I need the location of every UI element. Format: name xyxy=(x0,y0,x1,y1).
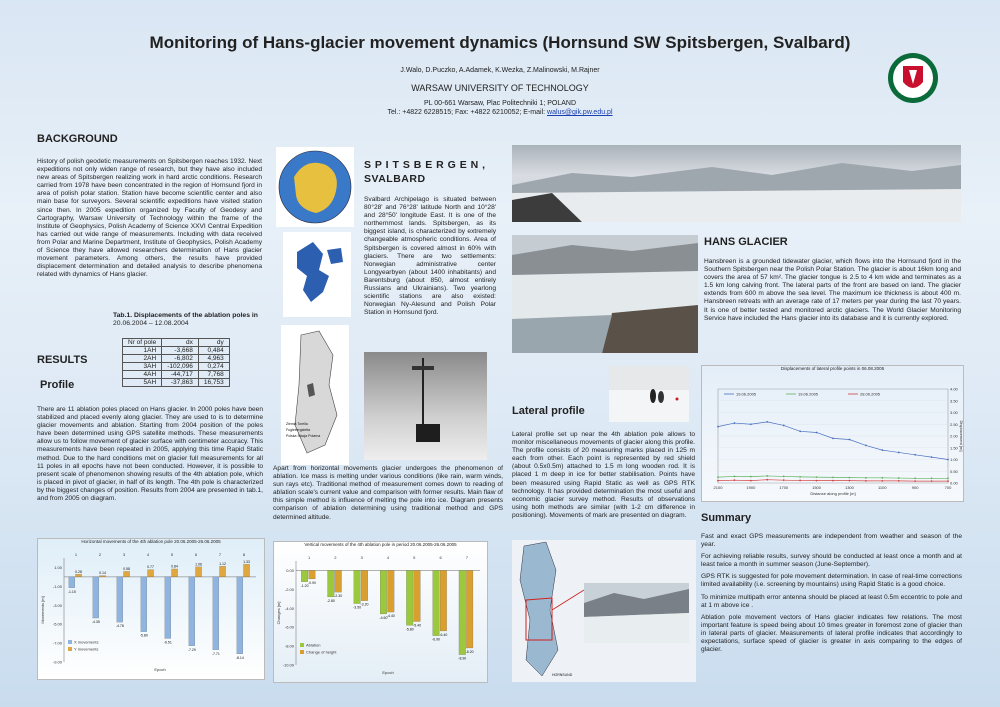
legend-label: 19.06.2005 xyxy=(736,391,757,397)
bar xyxy=(141,577,147,632)
bar xyxy=(387,570,394,612)
table-cell: 2AH xyxy=(123,355,162,363)
legend-swatch xyxy=(300,650,304,654)
table-cell: -44,717 xyxy=(162,371,199,379)
chart-title: Horizontal movements of the 4th ablation pole 20.06.2005-26.06.2005 xyxy=(81,539,221,544)
table-row xyxy=(123,355,230,363)
bar xyxy=(76,574,82,577)
y-tick-label: -6.00 xyxy=(284,624,294,630)
bar xyxy=(414,570,421,621)
lateral-heading: Lateral profile xyxy=(512,405,585,417)
legend-label: Ablation xyxy=(306,642,321,648)
x-tick-label: 1100 xyxy=(877,485,887,490)
y-tick-label: 0.50 xyxy=(950,468,958,474)
bar xyxy=(196,567,202,577)
data-point xyxy=(898,477,900,479)
data-label: -7.29 xyxy=(187,647,196,652)
data-point xyxy=(799,476,801,478)
data-point xyxy=(799,430,801,432)
data-label: 0.77 xyxy=(147,565,154,570)
data-label: 0.84 xyxy=(171,564,178,569)
data-point xyxy=(783,476,785,478)
data-point xyxy=(750,480,752,482)
data-label: -5.80 xyxy=(405,627,414,632)
data-label: 1.12 xyxy=(219,561,226,566)
data-label: -3.50 xyxy=(353,605,362,610)
category-label: 1 xyxy=(74,552,78,557)
category-label: 1 xyxy=(308,555,311,560)
table-header: dy xyxy=(198,339,229,347)
y-tick-label: -9.00 xyxy=(52,659,62,665)
bar xyxy=(380,570,387,613)
y-tick-label: -1.00 xyxy=(52,583,62,589)
table-cell: 1AH xyxy=(123,347,162,355)
svalbard-map-image xyxy=(283,232,351,317)
spitsbergen-heading xyxy=(364,158,486,186)
ablation-text: Apart from horizontal movements glacier undergoes the phenomenon of ablation. Ice mass is melting under various conditions (like rain, warm winds, sun rays etc). Traditional method of measurement comes down to reading of ablation scale's current value and comparison with former results. Main flaw of this simple method is influence of melting the pole into ice. Diagram presents comparison of ablation determining using traditional method and GPS determined altitude. xyxy=(273,465,503,521)
y-tick-label: 2.50 xyxy=(950,421,958,427)
bar xyxy=(466,570,473,648)
data-point xyxy=(947,477,949,479)
address-block xyxy=(0,99,1000,117)
hans-text: Hansbreen is a grounded tidewater glacier, which flows into the Hornsund fjord in the Southern Spitsbergen near the Polish Polar Station. The glacier is about 16km long and covers the area of 57 km². The glacier tongue is 2.5 to 4 km wide and terminates as a 1.5 km long calving front. The lateral parts of the front are based on land. The glacier extends from 600 m above the sea level. The maximum ice thickness is about 400 m. Hansbreen retreats with an average rate of 17 meters per year during the last 70 years. It is one of better tested and monitored arctic glaciers. The World Glacier Monitoring Service have included the Hans glacier into its database and it is currently explored. xyxy=(704,258,961,322)
data-label: 1.33 xyxy=(243,559,250,564)
data-label: -4.35 xyxy=(91,620,100,625)
x-axis-label: Epoch xyxy=(382,670,394,675)
data-label: 0.14 xyxy=(99,571,106,576)
data-label: 0.58 xyxy=(123,566,130,571)
bar xyxy=(100,576,106,577)
data-point xyxy=(799,480,801,482)
y-tick-label: 1.00 xyxy=(54,564,62,570)
table-cell: 7,768 xyxy=(198,371,229,379)
gps-pole-photo xyxy=(364,352,487,460)
data-label: -4.78 xyxy=(115,624,124,629)
bar xyxy=(220,566,226,577)
table-row xyxy=(123,371,230,379)
data-label: -3.20 xyxy=(360,602,369,607)
y-tick-label: 1.50 xyxy=(950,445,958,451)
bar xyxy=(69,577,75,588)
category-label: 5 xyxy=(413,555,416,560)
chart-vertical-movements xyxy=(273,541,488,683)
data-point xyxy=(849,477,851,479)
table-cell: 4,963 xyxy=(198,355,229,363)
bar xyxy=(244,564,250,577)
legend-swatch xyxy=(68,647,72,651)
bar xyxy=(93,577,99,618)
hans-heading: HANS GLACIER xyxy=(704,236,788,248)
data-point xyxy=(816,476,818,478)
bar xyxy=(213,577,219,650)
data-label: -8.14 xyxy=(235,655,244,660)
data-point xyxy=(832,476,834,478)
university-logo xyxy=(887,52,939,104)
chart-title: Displacements of lateral profile points in 06.08.2005 xyxy=(780,366,885,371)
y-axis-label: Changes [m] xyxy=(276,601,281,625)
y-tick-label: -4.00 xyxy=(284,605,294,611)
spitsbergen-heading-line1: S P I T S B E R G E N , xyxy=(364,159,486,171)
data-point xyxy=(865,480,867,482)
arctic-globe-image xyxy=(276,147,354,227)
y-tick-label: 2.00 xyxy=(950,433,958,439)
table-cell: 3AH xyxy=(123,363,162,371)
y-tick-label: -7.00 xyxy=(52,640,62,646)
table-header: dx xyxy=(162,339,199,347)
series-line xyxy=(718,422,948,460)
y-tick-label: 3.00 xyxy=(950,410,958,415)
x-tick-label: 2100 xyxy=(713,485,723,490)
data-point xyxy=(881,449,883,451)
y-axis-label: Displacement [m] xyxy=(959,420,964,452)
data-label: -6.51 xyxy=(163,640,172,645)
data-point xyxy=(947,480,949,482)
y-tick-label: -8.00 xyxy=(284,643,294,649)
data-point xyxy=(717,480,719,482)
data-label: 0.28 xyxy=(75,569,82,574)
data-point xyxy=(832,480,834,482)
data-point xyxy=(881,477,883,479)
x-tick-label: 900 xyxy=(911,485,919,490)
chart-title: Vertical movements of the 4th ablation pole in period 20.06.2005-26.06.2005 xyxy=(304,542,457,547)
data-point xyxy=(865,477,867,479)
category-label: 4 xyxy=(386,555,390,560)
bar xyxy=(237,577,243,654)
table-cell: -37,863 xyxy=(162,379,199,387)
bar xyxy=(433,570,440,635)
data-label: -6.90 xyxy=(432,637,440,642)
hornsund-panorama-photo xyxy=(512,145,961,222)
data-label: -5.40 xyxy=(413,623,422,628)
data-point xyxy=(783,479,785,481)
data-point xyxy=(734,476,736,478)
category-label: 5 xyxy=(170,552,174,557)
table-cell: 16,753 xyxy=(198,379,229,387)
category-label: 7 xyxy=(465,555,468,560)
background-heading: BACKGROUND xyxy=(37,133,118,145)
bar xyxy=(309,570,316,579)
bar xyxy=(189,577,195,646)
lateral-profile-photo xyxy=(584,583,689,643)
x-tick-label: 1300 xyxy=(844,485,854,490)
bar xyxy=(354,570,361,603)
bar xyxy=(335,570,342,592)
table-row xyxy=(123,363,230,371)
university: WARSAW UNIVERSITY OF TECHNOLOGY xyxy=(411,83,589,93)
chart3-svg xyxy=(702,371,963,498)
bar xyxy=(172,569,178,577)
table-row xyxy=(123,379,230,387)
email-link[interactable]: walus@gik.pw.edu.pl xyxy=(547,109,613,116)
data-label: -6.40 xyxy=(439,632,448,637)
bar xyxy=(301,570,308,581)
lateral-text: Lateral profile set up near the 4th ablation pole allows to monitor miscellaneous movements of glacier along this profile. The profile consists of 20 measuring marks placed in 125 m each from other. Each point is represented by red shield (about 0.5x0.5m) attached to 1.5 m long wooden rod. It is placed 1 m deep in ice for better stabilisation. Points have been measured using Rapid Static as well as GPS RTK technology. It has provided determination the most useful and economic glacier survey method. Results of observations using both methods are similar (with 1-2 cm difference in positioning). Movements of mark are presented on diagram. xyxy=(512,431,695,519)
data-point xyxy=(914,477,916,479)
spitsbergen-text: Svalbard Archipelago is situated between 80°28' and 76°28' latitude North and 10°28' and 28°50' longitude East. It is one of the northernmost lands. Spitsbergen, as its biggest island, is characterized by extremely changeable atmospheric conditions. Area of Spitsbergen is covered almost in 60% with glaciers. There are two settlements: Norwegian administrative center Longyearbyen (about 1400 inhabitants) and Barentsburg (about 850, almost entirely Russians and Ukrainians). Two yearlong scientific stations are also existed: Norwegian Ny-Alesund and Polish Polar Station in Hornsund fjord. xyxy=(364,196,496,317)
summary-heading: Summary xyxy=(701,512,752,524)
map-label: HORNSUND xyxy=(552,673,573,677)
data-label: -4.60 xyxy=(379,615,388,620)
data-label: -5.80 xyxy=(139,633,148,638)
y-tick-label: -10.00 xyxy=(282,662,294,668)
data-label: -1.15 xyxy=(67,589,76,594)
data-label: 1.06 xyxy=(195,562,202,567)
ablation-table xyxy=(122,338,230,387)
data-label: -1.20 xyxy=(300,583,309,588)
profile-heading: Profile xyxy=(40,379,75,391)
category-label: 8 xyxy=(242,552,246,557)
data-point xyxy=(717,426,719,428)
data-point xyxy=(750,423,752,425)
summary-item: Fast and exact GPS measurements are independent from weather and season of the year. xyxy=(701,533,962,549)
bar xyxy=(148,570,154,577)
y-tick-label: -5.00 xyxy=(52,621,62,627)
y-tick-label: 1.00 xyxy=(950,457,958,462)
summary-list xyxy=(701,533,962,654)
data-point xyxy=(931,477,933,479)
data-point xyxy=(734,479,736,481)
y-tick-label: 3.50 xyxy=(950,398,958,404)
data-point xyxy=(898,452,900,454)
data-point xyxy=(750,476,752,478)
map-label: Ziemia Torella xyxy=(286,422,308,426)
bar xyxy=(361,570,368,600)
map-label: Fuglebergsletta xyxy=(286,428,311,432)
table-cell: -6,802 xyxy=(162,355,199,363)
surveyors-photo xyxy=(609,366,689,422)
table-period: 20.06.2004 – 12.08.2004 xyxy=(113,320,189,327)
y-tick-label: -3.00 xyxy=(52,602,62,608)
data-point xyxy=(865,445,867,447)
data-point xyxy=(717,476,719,478)
data-point xyxy=(931,480,933,482)
chart-horizontal-movements xyxy=(37,538,265,680)
chart2-svg xyxy=(274,547,487,679)
data-point xyxy=(734,422,736,424)
data-label: -2.80 xyxy=(326,598,335,603)
data-point xyxy=(816,480,818,482)
table-row xyxy=(123,347,230,355)
x-tick-label: 1700 xyxy=(779,485,789,490)
bar xyxy=(165,577,171,639)
background-text: History of polish geodetic measurements on Spitsbergen reaches 1932. Next expeditions not only widen range of research, but they have also included new areas of Spitsbergen realizing work in hard arctic conditions. Research carried from 1978 have been concentrated in the region of Hornsund fjord in area of polish polar station. Station have become scientific center and also main base for surveyors. Several scientific expeditions have visited station since then. In 2005 expedition organized by Faculty of Geodesy and Cartography, Warsaw University of Technology within the frame of the Institute of Geophysics, Polish Academy of Science XXVI Central Expedition has carried out wide range of measurements. Including with data received from Polar and Marine Department, Institute of Geophysics, Polish Academy of Science they have allowed researchers determination of Hans glacier movement parameters. Among others, the results have provided displacement determination and detailed analysis to describe phenomena related with dynamics of Hans glacier. xyxy=(37,158,262,279)
x-tick-label: 1900 xyxy=(746,485,756,490)
data-point xyxy=(766,475,768,477)
spitsbergen-heading-line2: SVALBARD xyxy=(364,173,426,185)
category-label: 3 xyxy=(122,552,126,557)
results-heading: RESULTS xyxy=(37,354,88,366)
legend-label: 28.06.2005 xyxy=(860,391,881,397)
spitsbergen-detail-map xyxy=(281,325,349,465)
data-label: -4.40 xyxy=(386,614,395,619)
results-text: There are 11 ablation poles placed on Hans glacier. In 2000 poles have been stabilized and placed evenly along glacier. They are used to is to determine glacier movements and ablation. Starting from 2004 position of the poles have been determined using GPS satellite methods. These measurements allow us to follow movement of glacier surface with centimeter accuracy. This measurements have been repeated in 2005, applying this time Rapid Static method. Due to the hard conditions met on glacier full measurements for all 11 poles in all epochs have not been conducted. However, it is possible to present scale of phenomenon showing results of the 4th ablation pole, which is placed in pivot of glacier, in half of its length. The 4th pole is characterized by the biggest changes of position. Results from 2004 are presented in tab.1, and from 2005 on diagram. xyxy=(37,406,263,503)
x-axis-label: Distance along profile [m] xyxy=(810,491,856,496)
table-cell: 0,274 xyxy=(198,363,229,371)
chart-lateral-profile xyxy=(701,365,964,502)
data-label: -7.71 xyxy=(211,651,220,656)
legend-swatch xyxy=(300,643,304,647)
data-point xyxy=(914,480,916,482)
data-label: -0.90 xyxy=(307,580,316,585)
data-label: -8.20 xyxy=(465,649,474,654)
category-label: 2 xyxy=(334,555,337,560)
table-caption xyxy=(113,312,273,328)
contact-text: Tel.: +4822 6228515; Fax: +4822 6210052; E-mail: xyxy=(387,109,548,116)
data-point xyxy=(832,437,834,439)
legend-label: 19.06.2005 xyxy=(798,391,819,397)
category-label: 3 xyxy=(360,555,363,560)
bar xyxy=(328,570,335,596)
bar xyxy=(117,577,123,622)
x-tick-label: 1500 xyxy=(812,485,822,490)
summary-item: For achieving reliable results, survey should be conducted at least once a month and at least twice a month in summer season (June-September). xyxy=(701,553,962,569)
table-cell: 5AH xyxy=(123,379,162,387)
bar xyxy=(440,570,447,631)
category-label: 6 xyxy=(439,555,442,560)
poster-title: Monitoring of Hans-glacier movement dynamics (Hornsund SW Spitsbergen, Svalbard) xyxy=(149,33,851,52)
data-point xyxy=(849,480,851,482)
y-tick-label: -2.00 xyxy=(284,586,294,592)
data-point xyxy=(898,480,900,482)
chart1-svg xyxy=(38,544,264,676)
table-cell: -3,668 xyxy=(162,347,199,355)
legend-label: Change of height xyxy=(306,649,337,655)
category-label: 7 xyxy=(218,552,222,557)
table-cell: -102,096 xyxy=(162,363,199,371)
data-label: -2.30 xyxy=(334,594,343,599)
legend-label: X movements xyxy=(74,639,99,645)
category-label: 2 xyxy=(98,552,102,557)
summary-item: Ablation pole movement vectors of Hans glacier indicates few relations. The most important feature is speed being about 10 times greater in foremost zone of glacier than in lateral parts of glacier. Measurements of lateral profile indicates that accordingly to expectations, surface speed of glacier is greater in axis comparing to the edges of glacier. xyxy=(701,613,962,654)
data-label: -8.90 xyxy=(458,656,467,661)
x-tick-label: 700 xyxy=(944,485,952,490)
bar xyxy=(406,570,413,625)
map-label: Polska Stacja Polarna xyxy=(286,434,321,438)
address: PL 00-661 Warsaw, Plac Politechniki 1; POLAND xyxy=(424,100,576,107)
y-tick-label: 0.00 xyxy=(286,567,294,573)
data-point xyxy=(766,421,768,423)
contact xyxy=(0,108,1000,117)
y-tick-label: 0.00 xyxy=(950,480,958,486)
legend-swatch xyxy=(68,640,72,644)
data-point xyxy=(849,439,851,441)
x-axis-label: Epoch xyxy=(154,667,166,672)
data-point xyxy=(816,432,818,434)
bar xyxy=(124,571,130,576)
category-label: 4 xyxy=(146,552,150,557)
glacier-front-photo xyxy=(512,235,698,353)
data-point xyxy=(947,459,949,461)
y-tick-label: 4.00 xyxy=(950,386,958,392)
table-header: Nr of pole xyxy=(123,339,162,347)
summary-item: GPS RTK is suggested for pole movement determination. In case of real-time corrections limited availability (i.e. screening by mountains) using Rapid Static is a good choice. xyxy=(701,573,962,589)
table-cell: 4AH xyxy=(123,371,162,379)
data-point xyxy=(766,479,768,481)
summary-item: To minimize multipath error antenna should be placed at least 0.5m eccentric to pole and at 1 m above ice . xyxy=(701,593,962,609)
authors: J.Walo, D.Puczko, A.Adamek, K.Wezka, Z.Malinowski, M.Rajner xyxy=(400,67,600,74)
y-axis-label: Movements [m] xyxy=(40,596,45,624)
table-caption-text: Tab.1. Displacements of the ablation poles in xyxy=(113,312,258,319)
category-label: 6 xyxy=(194,552,198,557)
bar xyxy=(459,570,466,654)
data-point xyxy=(881,480,883,482)
table-cell: 0,484 xyxy=(198,347,229,355)
legend-label: Y movements xyxy=(74,646,99,652)
data-point xyxy=(914,454,916,456)
data-point xyxy=(931,456,933,458)
data-point xyxy=(783,425,785,427)
